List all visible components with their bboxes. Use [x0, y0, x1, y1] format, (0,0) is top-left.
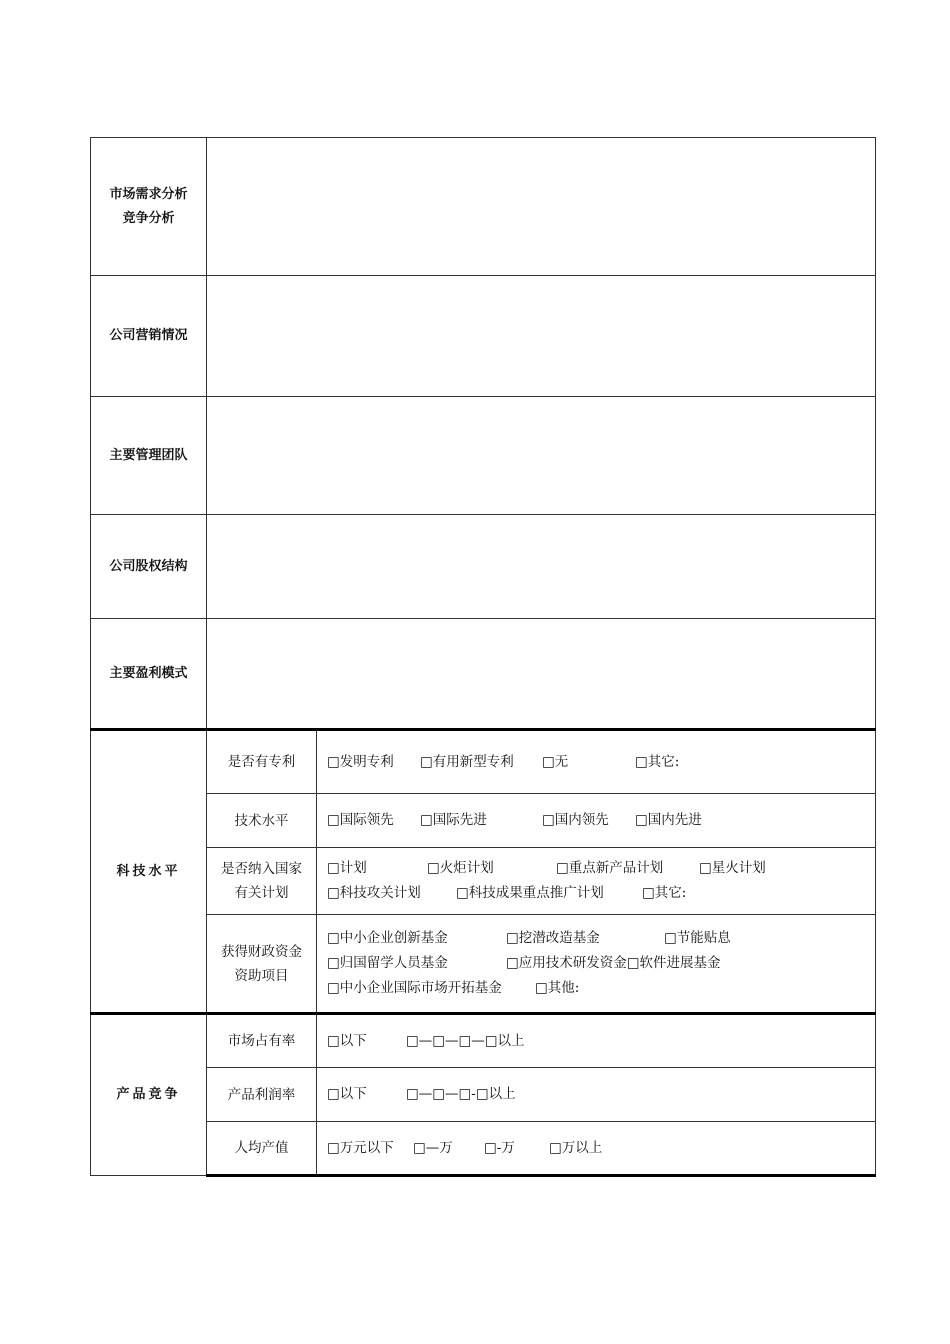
checkbox-option[interactable]: □中小企业创新基金	[327, 930, 448, 946]
checkbox-option[interactable]: □发明专利	[327, 753, 394, 770]
section-row-management-team	[91, 397, 876, 515]
checkbox-option[interactable]: □其他:	[535, 980, 580, 996]
tech-row-label-line: 是否纳入国家	[221, 861, 302, 877]
product-row-label	[207, 1122, 317, 1176]
product-row-label	[207, 1068, 317, 1122]
checkbox-option[interactable]: □有用新型专利	[420, 753, 514, 770]
checkbox-option[interactable]: □国内先进	[635, 812, 702, 828]
checkbox-option[interactable]: □节能贴息	[664, 930, 731, 946]
section-row-equity-structure	[91, 515, 876, 619]
section-label-marketing	[91, 276, 207, 397]
options-line	[327, 808, 875, 833]
product-row-market-share	[91, 1014, 876, 1068]
options-line	[327, 951, 875, 976]
product-row-label-line: 人均产值	[234, 1140, 289, 1156]
checkbox-option[interactable]: □计划	[327, 860, 367, 876]
checkbox-option[interactable]: □星火计划	[699, 860, 766, 876]
checkbox-option[interactable]: □重点新产品计划	[556, 860, 664, 876]
patent-options	[317, 730, 876, 794]
tech-row-label-line: 资助项目	[234, 967, 289, 984]
tech-row-national-plan	[91, 848, 876, 915]
tech-row-label-line: 获得财政资金	[221, 943, 302, 960]
output-per-capita-options	[317, 1122, 876, 1176]
section-label-line: 公司营销情况	[109, 328, 188, 343]
checkbox-option[interactable]: □国际领先	[327, 812, 394, 828]
checkbox-option[interactable]: □中小企业国际市场开拓基金	[327, 980, 502, 996]
options-line	[327, 1082, 875, 1107]
profit-margin-options	[317, 1068, 876, 1122]
tech-row-patent	[91, 730, 876, 794]
application-form-table	[90, 137, 876, 1177]
section-label-equity-structure	[91, 515, 207, 619]
section-label-line: 市场需求分析	[109, 186, 188, 202]
product-row-output-per-capita	[91, 1122, 876, 1176]
product-row-label-line: 市场占有率	[227, 1033, 296, 1049]
tech-row-label-line: 是否有专利	[227, 754, 296, 770]
options-line	[327, 856, 875, 881]
section-row-profit-model	[91, 619, 876, 730]
management-team-input-area[interactable]	[207, 397, 876, 515]
section-label-market-analysis	[91, 138, 207, 276]
product-row-label-line: 产品利润率	[227, 1086, 296, 1103]
tech-row-label	[207, 915, 317, 1014]
national-plan-options	[317, 848, 876, 915]
section-label-line: 主要盈利模式	[109, 665, 188, 681]
checkbox-option[interactable]: □挖潜改造基金	[506, 930, 600, 946]
checkbox-option[interactable]: □-万	[484, 1139, 515, 1156]
section-label-management-team	[91, 397, 207, 515]
section-label-line: 竞争分析	[122, 210, 175, 226]
checkbox-option[interactable]: □以下	[327, 1032, 367, 1049]
market-share-options	[317, 1014, 876, 1068]
options-line	[327, 926, 875, 951]
checkbox-option[interactable]: □无	[542, 753, 569, 770]
options-line	[327, 976, 875, 1001]
product-row-label	[207, 1014, 317, 1068]
section-label-line: 主要管理团队	[109, 447, 188, 463]
checkbox-option[interactable]: □归国留学人员基金	[327, 955, 448, 971]
tech-row-label	[207, 794, 317, 848]
product-group-label: 产品竞争	[91, 1014, 207, 1176]
checkbox-option[interactable]: □万元以下	[327, 1139, 394, 1156]
checkbox-option[interactable]: □科技攻关计划	[327, 885, 421, 901]
section-row-marketing	[91, 276, 876, 397]
profit-model-input-area[interactable]	[207, 619, 876, 730]
tech-row-label-line: 有关计划	[234, 885, 289, 901]
fiscal-funding-options	[317, 915, 876, 1014]
checkbox-option[interactable]: □—万	[413, 1139, 453, 1156]
product-row-profit-margin	[91, 1068, 876, 1122]
tech-row-label-line: 技术水平	[234, 812, 289, 829]
checkbox-option[interactable]: □以下	[327, 1086, 367, 1102]
tech-group-label: 科技水平	[91, 730, 207, 1014]
checkbox-option[interactable]: □万以上	[549, 1139, 603, 1156]
market-analysis-input-area[interactable]	[207, 138, 876, 276]
section-row-market-analysis	[91, 138, 876, 276]
marketing-input-area[interactable]	[207, 276, 876, 397]
checkbox-option[interactable]: □国际先进	[420, 812, 487, 828]
checkbox-option[interactable]: □其它:	[642, 885, 687, 901]
tech-row-fiscal-funding	[91, 915, 876, 1014]
checkbox-option[interactable]: □—□—□—□以上	[406, 1032, 525, 1049]
options-line	[327, 881, 875, 906]
checkbox-option[interactable]: □—□—□-□以上	[406, 1086, 516, 1102]
options-line	[327, 750, 875, 775]
tech-row-label	[207, 730, 317, 794]
section-label-profit-model	[91, 619, 207, 730]
checkbox-option[interactable]: □火炬计划	[427, 860, 494, 876]
tech-level-options	[317, 794, 876, 848]
checkbox-option[interactable]: □其它:	[635, 753, 680, 770]
section-label-line: 公司股权结构	[109, 558, 188, 574]
tech-row-label	[207, 848, 317, 915]
checkbox-option[interactable]: □科技成果重点推广计划	[456, 885, 604, 901]
checkbox-option[interactable]: □应用技术研发资金□软件进展基金	[506, 955, 721, 971]
tech-row-tech-level	[91, 794, 876, 848]
options-line	[327, 1136, 875, 1161]
options-line	[327, 1029, 875, 1054]
equity-structure-input-area[interactable]	[207, 515, 876, 619]
checkbox-option[interactable]: □国内领先	[542, 812, 609, 828]
